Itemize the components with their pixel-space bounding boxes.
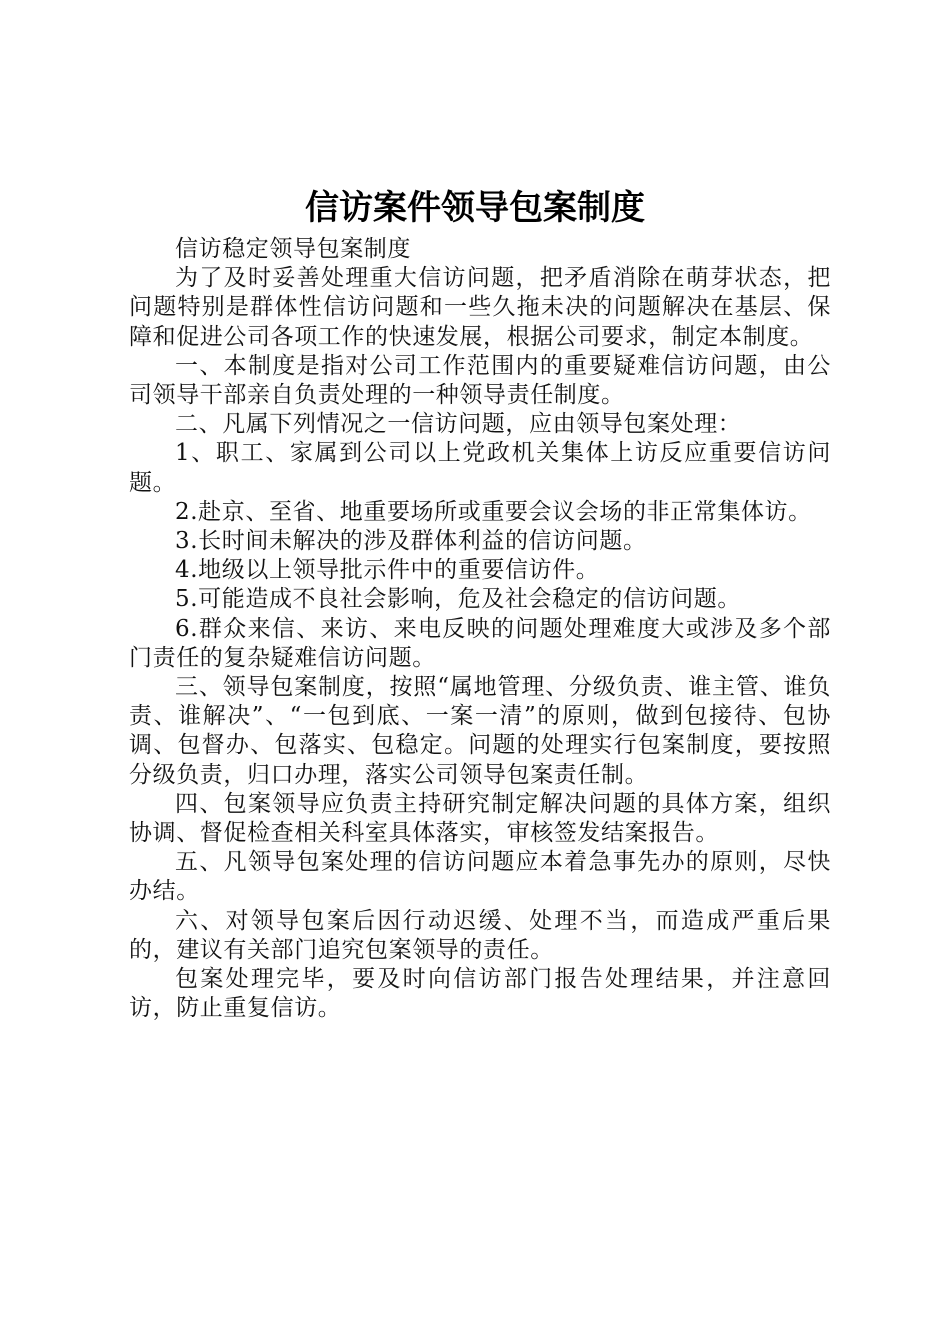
list-item-5: 5.可能造成不良社会影响，危及社会稳定的信访问题。 xyxy=(175,586,741,613)
list-item-4: 4.地级以上领导批示件中的重要信访件。 xyxy=(175,557,600,584)
paragraph-section-2: 二、凡属下列情况之一信访问题，应由领导包案处理： xyxy=(175,411,742,438)
list-item-2: 2.赴京、至省、地重要场所或重要会议会场的非正常集体访。 xyxy=(175,498,812,525)
list-item-6: 6.群众来信、来访、来电反映的问题处理难度大或涉及多个部门责任的复杂疑难信访问题。 xyxy=(129,615,831,671)
paragraph-section-4: 四、包案领导应负责主持研究制定解决问题的具体方案，组织协调、督促检查相关科室具体落实，审核签发结案报告。 xyxy=(129,790,831,847)
paragraph-section-5: 五、凡领导包案处理的信访问题应本着急事先办的原则，尽快办结。 xyxy=(129,849,831,905)
paragraph-subtitle: 信访稳定领导包案制度 xyxy=(175,236,411,262)
paragraph-section-3: 三、领导包案制度，按照“属地管理、分级负责、谁主管、谁负责、谁解决”、“一包到底、一案一清”的原则，做到包接待、包协调、包督办、包落实、包稳定。问题的处理实行包案制度，要按照分级负责，归口办理，落实公司领导包案责任制。 xyxy=(129,674,831,788)
paragraph-intro: 为了及时妥善处理重大信访问题，把矛盾消除在萌芽状态，把问题特别是群体性信访问题和一些久拖未决的问题解决在基层、保障和促进公司各项工作的快速发展，根据公司要求，制定本制度。 xyxy=(129,265,831,350)
list-item-3: 3.长时间未解决的涉及群体利益的信访问题。 xyxy=(175,528,647,555)
paragraph-closing: 包案处理完毕，要及时向信访部门报告处理结果，并注意回访，防止重复信访。 xyxy=(129,966,831,1022)
document-body xyxy=(129,235,831,1023)
document-title: 信访案件领导包案制度 xyxy=(305,188,645,228)
paragraph-section-1: 一、本制度是指对公司工作范围内的重要疑难信访问题，由公司领导干部亲自负责处理的一种领导责任制度。 xyxy=(129,352,831,409)
paragraph-section-6: 六、对领导包案后因行动迟缓、处理不当，而造成严重后果的，建议有关部门追究包案领导的责任。 xyxy=(129,907,831,963)
list-item-1: 1、职工、家属到公司以上党政机关集体上访反应重要信访问题。 xyxy=(129,440,831,496)
